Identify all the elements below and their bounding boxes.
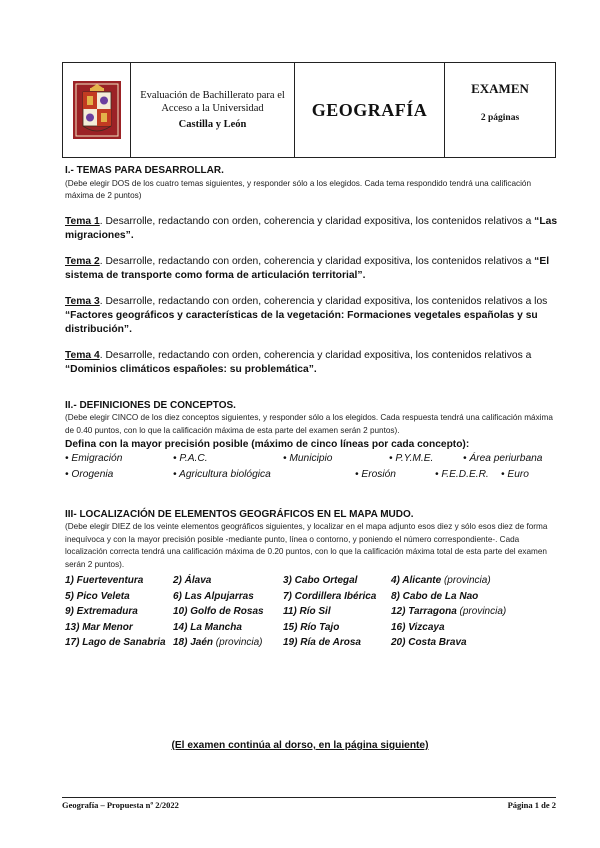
section-3-title: III- LOCALIZACIÓN DE ELEMENTOS GEOGRÁFICOS EN EL MAPA MUDO. [65,508,414,520]
location-item: 11) Río Sil [283,606,331,617]
section-1-note: (Debe elegir DOS de los cuatro temas siguientes, y responder sólo a los elegidos. Cada tema respondido tendrá una calificación máxima de 2 puntos) [65,178,532,200]
locations-row [65,573,559,589]
tema-text: . Desarrolle, redactando con orden, coherencia y claridad expositiva, los contenidos relativos a los [99,295,548,307]
location-item: 14) La Mancha [173,621,242,633]
location-item: 17) Lago de Sanabria [65,637,166,648]
page-count: 2 páginas [480,113,520,123]
tema-label: Tema 4 [65,349,100,361]
tema-1 [65,215,559,243]
location-item: 8) Cabo de La Nao [391,590,479,602]
location-item: 12) Tarragona (provincia) [391,606,507,617]
location-item: 7) Cordillera Ibérica [283,590,377,602]
concept-item: • Orogenia [65,468,114,480]
tema-topic: “Factores geográficos y características de la vegetación: Formaciones vegetales españolas y su distribución” [65,309,538,335]
tema-label: Tema 3 [65,295,100,307]
exam-label: EXAMEN [471,81,529,96]
exam-content [65,160,559,651]
tema-3 [65,295,559,337]
tema-end: . [129,323,132,335]
section-2-title: II.- DEFINICIONES DE CONCEPTOS. [65,399,236,411]
location-item: 3) Cabo Ortegal [283,575,358,586]
section-2-note: (Debe elegir CINCO de los diez conceptos siguientes, y responder sólo a los elegidos. Cada respuesta tendrá una calificación máxima de 0.40 puntos, con lo que la calificación máxima de esta parte del examen serán 2 puntos). [65,413,553,435]
tema-2 [65,255,559,283]
location-item: 13) Mar Menor [65,621,133,633]
page-footer [62,797,556,810]
exam-cell [445,63,555,157]
logo-cell [63,63,131,157]
tema-text: . Desarrolle, redactando con orden, coherencia y claridad expositiva, los contenidos relativos a [99,215,535,227]
tema-end: . [313,363,317,375]
location-item: 4) Alicante (provincia) [391,575,491,586]
concepts-row-1 [65,452,559,468]
concept-item: • P.A.C. [173,452,208,464]
locations-grid [65,573,559,651]
location-item: 18) Jaén (provincia) [173,637,263,648]
concept-item: • Erosión [355,468,396,480]
location-item: 9) Extremadura [65,606,138,617]
tema-text: . Desarrolle, redactando con orden, coherencia y claridad expositiva, los contenidos relativos a [99,349,532,361]
concepts-row-2 [65,468,559,484]
institution-line-2: Acceso a la Universidad [161,103,264,114]
tema-text: . Desarrolle, redactando con orden, coherencia y claridad expositiva, los contenidos relativos a [99,255,535,267]
section-1-title: I.- TEMAS PARA DESARROLLAR. [65,165,224,176]
section-3-note: (Debe elegir DIEZ de los veinte elementos geográficos siguientes, y localizar en el mapa adjunto esos diez y sólo esos diez de forma inequívoca y con la mayor precisión posible -mediante punto, línea o contorno, y poniendo el número correspondiente-. Cada localización correcta tendrá una calificación máxima de 0.20 puntos, con lo que la calificación máxima total de esta parte del examen serán 2 puntos). [65,522,548,569]
locations-row [65,635,559,651]
region-label: Castilla y León [178,119,247,130]
location-item: 16) Vizcaya [391,621,445,633]
location-item: 10) Golfo de Rosas [173,606,264,617]
institution-line-1: Evaluación de Bachillerato para el [140,90,285,101]
concept-item: • Área periurbana [463,452,543,464]
tema-topic: “El sistema de transporte como forma de articulación territorial” [65,255,550,281]
concept-item: • P.Y.M.E. [389,452,434,464]
location-item: 19) Ría de Arosa [283,637,361,648]
concept-item: • Emigración [65,452,123,464]
concept-item: • F.E.D.E.R. [435,468,489,480]
tema-end: . [130,229,134,241]
university-crest-icon [72,80,122,140]
definitions-lead: Defina con la mayor precisión posible (máximo de cinco líneas por cada concepto): [65,439,470,450]
tema-4 [65,349,559,377]
tema-label: Tema 2 [65,255,100,267]
footer-page-number: Página 1 de 2 [507,800,556,810]
tema-topic: “Dominios climáticos españoles: su problemática” [65,363,314,375]
footer-left: Geografía – Propuesta nº 2/2022 [62,800,179,810]
concept-item: • Euro [501,468,529,480]
location-item: 2) Álava [173,575,212,586]
institution-cell [131,63,295,157]
exam-header [62,62,556,158]
location-item: 1) Fuerteventura [65,575,144,586]
concept-item: • Municipio [283,452,333,464]
location-item: 15) Río Tajo [283,621,340,633]
tema-end: . [362,269,366,281]
tema-topic: “Las migraciones” [65,215,558,241]
locations-row [65,604,559,620]
concept-item: • Agricultura biológica [173,468,271,480]
location-item: 6) Las Alpujarras [173,590,254,602]
continue-note: (El examen continúa al dorso, en la página siguiente) [171,740,429,751]
location-item: 20) Costa Brava [391,637,467,648]
tema-label: Tema 1 [65,215,100,227]
location-item: 5) Pico Veleta [65,590,130,602]
locations-row [65,620,559,636]
locations-row [65,589,559,605]
subject-title: GEOGRAFÍA [295,63,445,157]
